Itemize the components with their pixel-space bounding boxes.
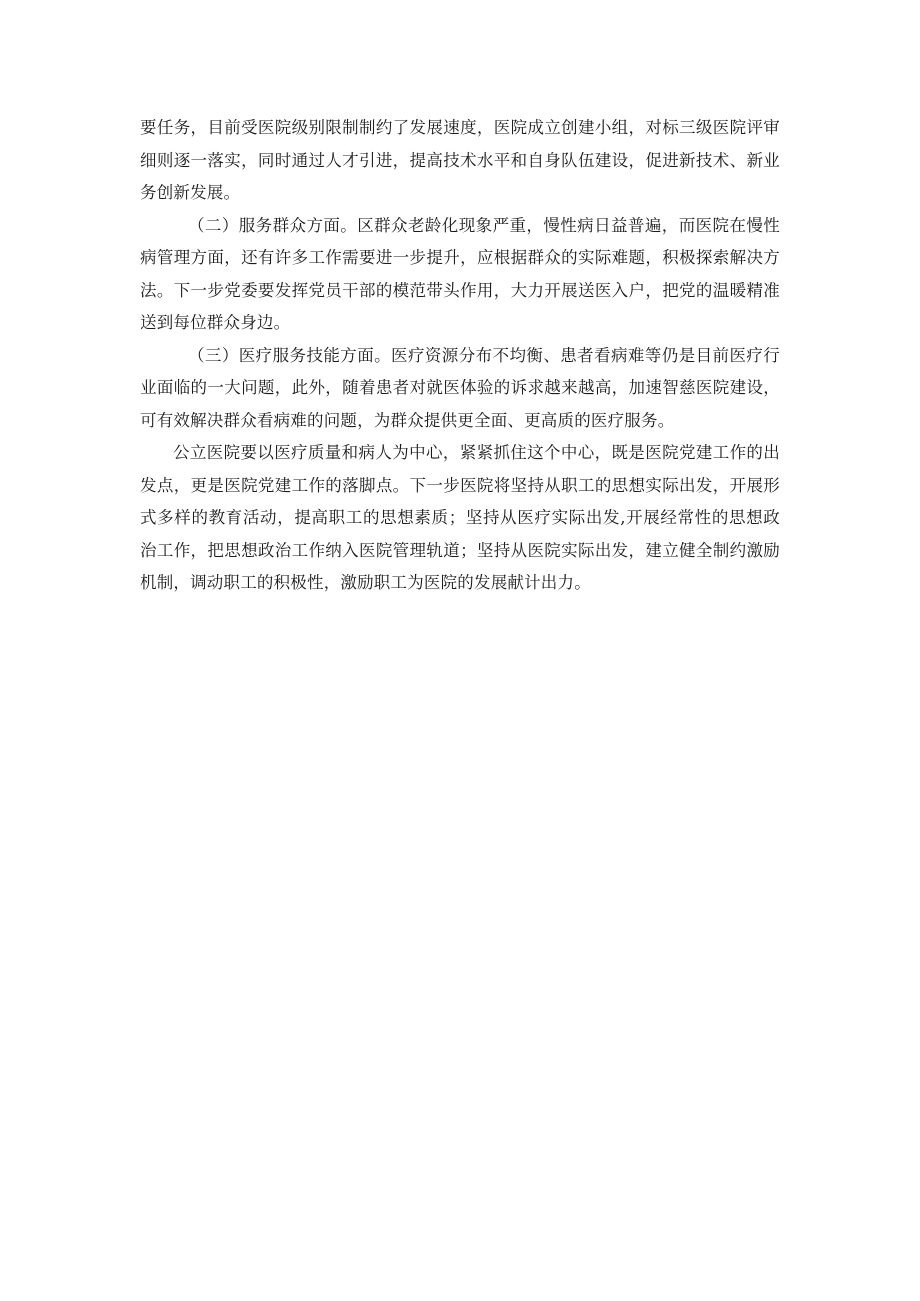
paragraph-medical-skills: （三）医疗服务技能方面。医疗资源分布不均衡、患者看病难等仍是目前医疗行业面临的一大问题，此外，随着患者对就医体验的诉求越来越高，加速智慈医院建设，可有效解决群众看病难的问题，为群众提供更全面、更高质的医疗服务。 bbox=[140, 345, 780, 430]
document-body bbox=[140, 112, 780, 600]
paragraph-serving-public: （二）服务群众方面。区群众老龄化现象严重，慢性病日益普遍，而医院在慢性病管理方面，还有许多工作需要进一步提升，应根据群众的实际难题，积极探索解决方法。下一步党委要发挥党员干部的模范带头作用，大力开展送医入户，把党的温暖精准送到每位群众身边。 bbox=[140, 215, 780, 332]
paragraph-public-hospital: 公立医院要以医疗质量和病人为中心，紧紧抓住这个中心，既是医院党建工作的出发点，更是医院党建工作的落脚点。下一步医院将坚持从职工的思想实际出发，开展形式多样的教育活动，提高职工的思想素质；坚持从医疗实际出发,开展经常性的思想政治工作，把思想政治工作纳入医院管理轨道；坚持从医院实际出发，建立健全制约激励机制，调动职工的积极性，激励职工为医院的发展献计出力。 bbox=[140, 443, 780, 592]
paragraph-continued-task: 要任务，目前受医院级别限制制约了发展速度，医院成立创建小组，对标三级医院评审细则逐一落实，同时通过人才引进，提高技术水平和自身队伍建设，促进新技术、新业务创新发展。 bbox=[140, 118, 780, 202]
